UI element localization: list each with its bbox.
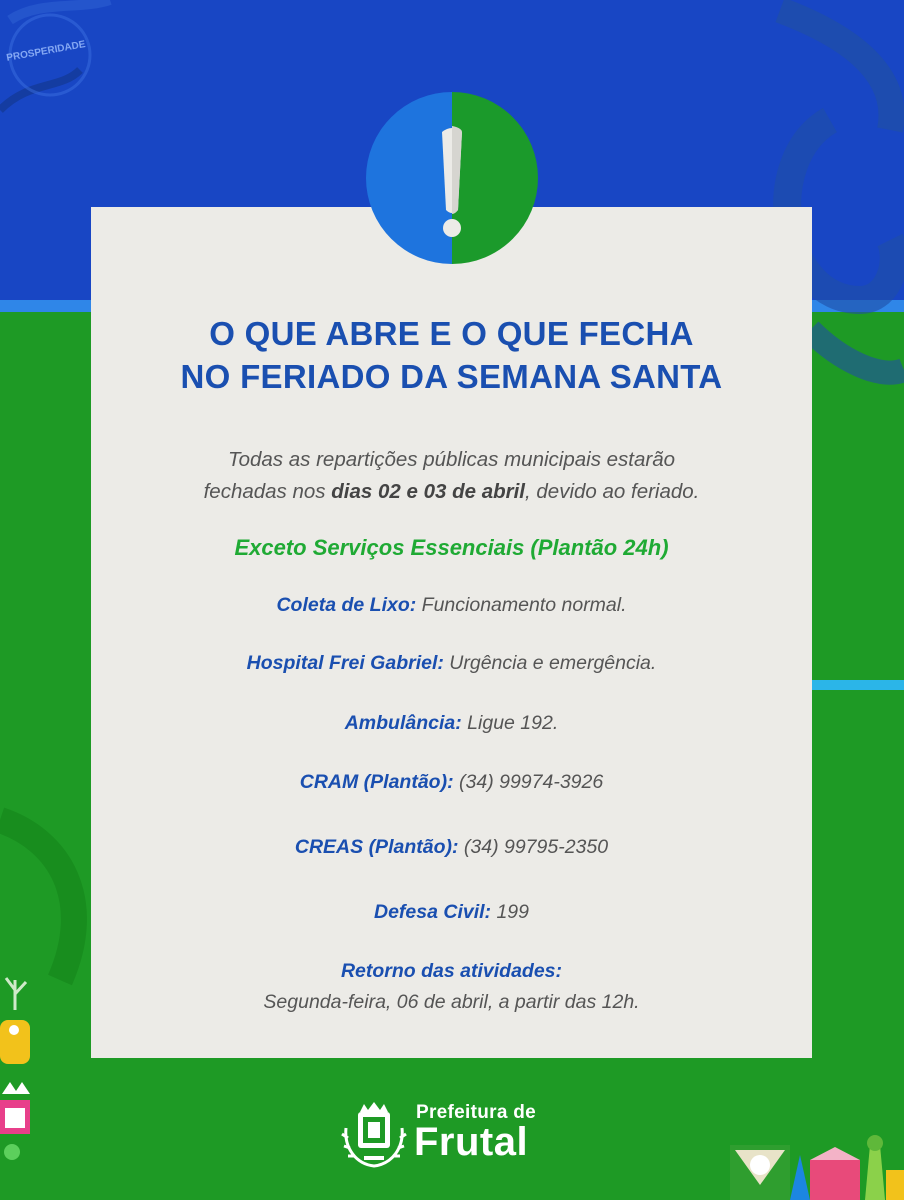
intro-part-2: fechadas nos <box>203 480 332 503</box>
service-value: Ligue 192. <box>461 712 559 734</box>
page-title <box>91 312 812 398</box>
title-line-1: O QUE ABRE E O QUE FECHA <box>209 315 694 352</box>
exclamation-icon <box>366 92 538 264</box>
service-item-hospital <box>91 649 812 677</box>
return-heading: Retorno das atividades: <box>340 960 563 982</box>
service-label: Ambulância: <box>344 712 462 734</box>
title-line-2: NO FERIADO DA SEMANA SANTA <box>180 358 723 395</box>
corner-text: PROSPERIDADE <box>5 39 87 64</box>
service-value: 199 <box>491 901 529 923</box>
service-label: Defesa Civil: <box>373 901 492 923</box>
exception-heading: Exceto Serviços Essenciais (Plantão 24h) <box>234 535 669 560</box>
service-value: (34) 99795-2350 <box>458 836 609 858</box>
service-item-ambulancia <box>91 709 812 737</box>
service-label: Coleta de Lixo: <box>276 594 417 616</box>
service-item-creas <box>91 833 812 861</box>
service-label: CRAM (Plantão): <box>299 771 454 793</box>
service-item-coleta <box>91 591 812 619</box>
return-text: Segunda-feira, 06 de abril, a partir das 12h. <box>263 991 640 1013</box>
prefeitura-logo <box>340 1098 560 1170</box>
decorative-swirl-top-left <box>0 0 130 140</box>
intro-text <box>130 444 773 508</box>
city-seal-icon <box>340 1098 408 1170</box>
background-stripe-right <box>812 680 904 690</box>
alert-badge <box>366 92 538 264</box>
service-item-cram <box>91 768 812 796</box>
decorative-icons-left <box>0 970 32 1170</box>
intro-part-1: Todas as repartições públicas municipais estarão <box>227 448 676 471</box>
service-item-defesa-civil <box>91 898 812 926</box>
service-value: (34) 99974-3926 <box>453 771 604 793</box>
service-label: Hospital Frei Gabriel: <box>246 652 444 674</box>
service-value: Funcionamento normal. <box>416 594 627 616</box>
intro-part-3: , devido ao feriado. <box>525 480 700 503</box>
decorative-illustration-bottom-right <box>730 1125 904 1200</box>
intro-bold-dates: dias 02 e 03 de abril <box>331 480 525 503</box>
service-label: CREAS (Plantão): <box>294 836 459 858</box>
logo-line-1: Prefeitura de <box>416 1102 537 1123</box>
logo-line-2: Frutal <box>414 1120 529 1164</box>
background-green-right <box>812 690 904 1200</box>
service-value: Urgência e emergência. <box>443 652 657 674</box>
